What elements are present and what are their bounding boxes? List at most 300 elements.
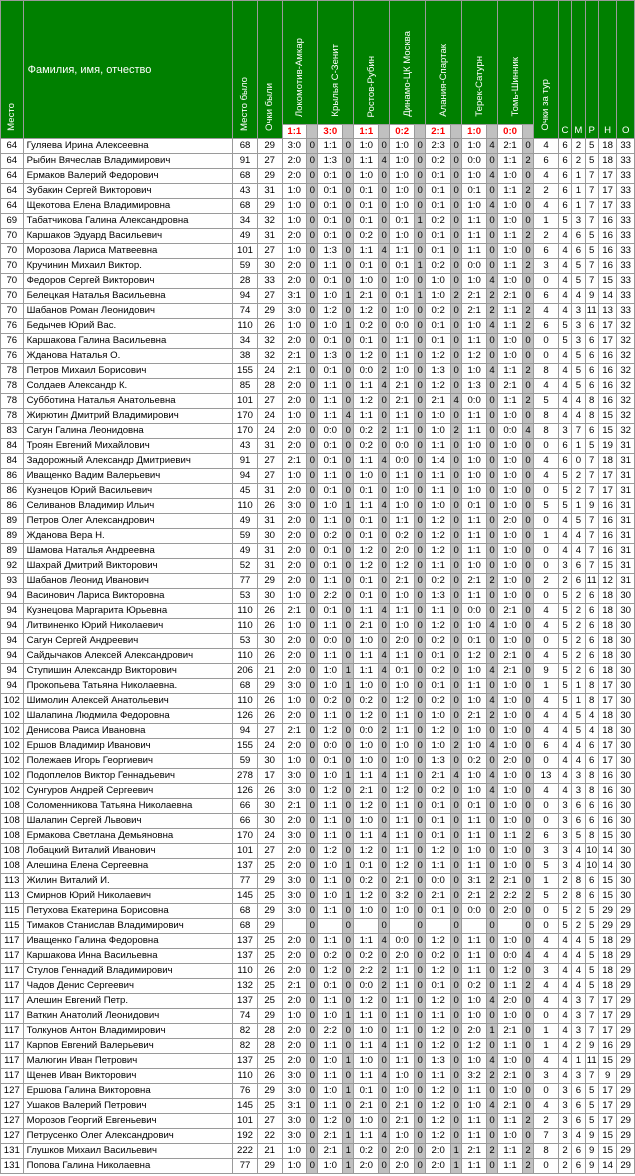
cell-pred-6: 2:1 — [462, 289, 487, 304]
cell-place-was: 110 — [233, 1069, 258, 1084]
cell-points-were: 24 — [257, 424, 282, 439]
cell-pts-7: 0 — [522, 694, 533, 709]
cell-n: 17 — [598, 1099, 616, 1114]
cell-pred-2: 0:0 — [318, 634, 343, 649]
cell-pts-5: 0 — [450, 259, 461, 274]
cell-pred-1: 2:0 — [282, 814, 307, 829]
cell-pred-2: 0:1 — [318, 214, 343, 229]
cell-o: 29 — [617, 1129, 635, 1144]
cell-pts-5: 0 — [450, 499, 461, 514]
cell-pred-6: 2:0 — [462, 1024, 487, 1039]
cell-pts-4: 0 — [415, 349, 426, 364]
cell-pred-3: 1:0 — [354, 1024, 379, 1039]
cell-pts-4: 0 — [415, 1039, 426, 1054]
cell-m: 3 — [572, 1024, 585, 1039]
cell-pred-1: 3:0 — [282, 1069, 307, 1084]
cell-place-was: 53 — [233, 634, 258, 649]
cell-r: 6 — [585, 589, 598, 604]
cell-r: 9 — [585, 1129, 598, 1144]
cell-o: 33 — [617, 139, 635, 154]
cell-name: Литвиненко Юрий Николаевич — [23, 619, 233, 634]
cell-pred-4 — [390, 919, 415, 934]
cell-pts-7: 2 — [522, 979, 533, 994]
cell-points-were: 26 — [257, 619, 282, 634]
cell-pred-1: 2:1 — [282, 364, 307, 379]
cell-pred-4: 1:0 — [390, 904, 415, 919]
cell-n: 9 — [598, 1069, 616, 1084]
cell-pts-3: 0 — [379, 394, 390, 409]
cell-pred-2: 0:2 — [318, 694, 343, 709]
cell-pts-7: 0 — [522, 244, 533, 259]
table-row — [1, 559, 635, 574]
cell-pts-3: 0 — [379, 709, 390, 724]
cell-pts-3: 0 — [379, 439, 390, 454]
table-row — [1, 844, 635, 859]
cell-points-were: 25 — [257, 859, 282, 874]
cell-pts-5: 0 — [450, 454, 461, 469]
cell-place-was: 101 — [233, 1114, 258, 1129]
cell-pred-6: 0:0 — [462, 259, 487, 274]
cell-r: 7 — [585, 184, 598, 199]
cell-pts-4: 0 — [415, 529, 426, 544]
cell-pred-5: 0:1 — [426, 814, 451, 829]
cell-place-was: 49 — [233, 514, 258, 529]
cell-n: 18 — [598, 664, 616, 679]
cell-pred-6: 3:2 — [462, 1069, 487, 1084]
cell-place: 76 — [1, 349, 24, 364]
cell-pts-6: 0 — [486, 679, 497, 694]
table-row — [1, 409, 635, 424]
cell-o: 32 — [617, 319, 635, 334]
cell-place: 102 — [1, 769, 24, 784]
cell-place: 115 — [1, 904, 24, 919]
cell-pts-4: 0 — [415, 739, 426, 754]
table-row — [1, 469, 635, 484]
cell-m: 4 — [572, 409, 585, 424]
cell-pred-5: 1:1 — [426, 604, 451, 619]
cell-pts-7: 2 — [522, 319, 533, 334]
cell-pts-4: 0 — [415, 1054, 426, 1069]
table-row — [1, 289, 635, 304]
cell-pts-3: 0 — [379, 619, 390, 634]
cell-pts-2: 0 — [343, 634, 354, 649]
cell-pred-3: 2:0 — [354, 1159, 379, 1174]
cell-points-tour: 0 — [534, 1009, 559, 1024]
table-row — [1, 544, 635, 559]
cell-pred-2: 1:0 — [318, 499, 343, 514]
cell-n: 16 — [598, 1039, 616, 1054]
cell-points-tour: 0 — [534, 544, 559, 559]
cell-pts-4: 0 — [415, 364, 426, 379]
cell-n: 18 — [598, 649, 616, 664]
cell-pts-1: 0 — [307, 214, 318, 229]
cell-r: 6 — [585, 874, 598, 889]
cell-s: 2 — [558, 874, 571, 889]
cell-pts-5: 0 — [450, 1009, 461, 1024]
table-row — [1, 304, 635, 319]
cell-pts-4: 0 — [415, 1009, 426, 1024]
cell-pts-3: 2 — [379, 724, 390, 739]
cell-pred-6: 1:1 — [462, 1129, 487, 1144]
cell-pred-2: 1:3 — [318, 154, 343, 169]
cell-pts-5: 0 — [450, 574, 461, 589]
cell-pts-4: 0 — [415, 859, 426, 874]
cell-pts-7: 0 — [522, 724, 533, 739]
cell-place: 64 — [1, 199, 24, 214]
cell-place: 70 — [1, 244, 24, 259]
cell-name: Сайдычаков Алексей Александрович — [23, 649, 233, 664]
cell-pts-6: 0 — [486, 409, 497, 424]
cell-pred-6: 2:1 — [462, 1144, 487, 1159]
cell-pred-3: 0:2 — [354, 424, 379, 439]
cell-place: 108 — [1, 859, 24, 874]
cell-pts-7: 0 — [522, 1099, 533, 1114]
cell-points-were: 29 — [257, 304, 282, 319]
cell-pred-5: 0:1 — [426, 244, 451, 259]
cell-pred-5: 2:0 — [426, 1159, 451, 1174]
cell-pred-7: 1:0 — [498, 244, 523, 259]
cell-points-were: 27 — [257, 724, 282, 739]
cell-r: 7 — [585, 274, 598, 289]
cell-points-tour: 4 — [534, 619, 559, 634]
cell-m: 0 — [572, 454, 585, 469]
cell-pts-5: 1 — [450, 1159, 461, 1174]
cell-place: 94 — [1, 604, 24, 619]
cell-n: 18 — [598, 964, 616, 979]
cell-place-was: 132 — [233, 979, 258, 994]
cell-o: 29 — [617, 949, 635, 964]
cell-pred-3: 0:2 — [354, 319, 379, 334]
cell-pts-5: 4 — [450, 394, 461, 409]
cell-s: 4 — [558, 724, 571, 739]
cell-pred-3: 0:2 — [354, 229, 379, 244]
cell-pts-4: 0 — [415, 274, 426, 289]
cell-name: Ершова Галина Викторовна — [23, 1084, 233, 1099]
cell-pts-1: 0 — [307, 379, 318, 394]
cell-place-was: 85 — [233, 379, 258, 394]
cell-s: 3 — [558, 424, 571, 439]
cell-pts-7: 2 — [522, 229, 533, 244]
table-row — [1, 1144, 635, 1159]
cell-pts-5: 0 — [450, 1099, 461, 1114]
cell-pts-1: 0 — [307, 1144, 318, 1159]
cell-pred-3: 1:1 — [354, 454, 379, 469]
cell-name: Рыбин Вячеслав Владимирович — [23, 154, 233, 169]
cell-points-tour: 3 — [534, 1069, 559, 1084]
cell-points-were: 24 — [257, 829, 282, 844]
cell-pred-4: 1:1 — [390, 409, 415, 424]
cell-n: 15 — [598, 1054, 616, 1069]
cell-pred-4: 2:0 — [390, 1159, 415, 1174]
cell-place: 127 — [1, 1099, 24, 1114]
cell-pred-1: 2:0 — [282, 574, 307, 589]
cell-pts-6: 0 — [486, 1159, 497, 1174]
cell-pts-5: 0 — [450, 409, 461, 424]
cell-pts-2: 0 — [343, 694, 354, 709]
cell-place-was: 170 — [233, 409, 258, 424]
cell-s: 4 — [558, 1009, 571, 1024]
cell-pred-4: 1:1 — [390, 1009, 415, 1024]
cell-pred-2: 1:1 — [318, 649, 343, 664]
cell-pts-1: 0 — [307, 349, 318, 364]
cell-pred-3: 0:2 — [354, 694, 379, 709]
cell-pred-7: 1:1 — [498, 154, 523, 169]
cell-n: 18 — [598, 979, 616, 994]
cell-pts-2: 0 — [343, 784, 354, 799]
cell-place-was: 222 — [233, 1144, 258, 1159]
cell-m: 5 — [572, 724, 585, 739]
cell-pred-3: 1:1 — [354, 499, 379, 514]
cell-pred-4: 1:0 — [390, 739, 415, 754]
cell-pred-6: 1:1 — [462, 949, 487, 964]
cell-pred-7: 1:0 — [498, 274, 523, 289]
cell-pts-2: 0 — [343, 214, 354, 229]
cell-name: Федоров Сергей Викторович — [23, 274, 233, 289]
cell-n: 17 — [598, 169, 616, 184]
cell-pred-5: 1:2 — [426, 1039, 451, 1054]
cell-pred-2: 0:2 — [318, 529, 343, 544]
cell-place-was: 94 — [233, 724, 258, 739]
cell-pts-6: 0 — [486, 1114, 497, 1129]
cell-place: 89 — [1, 529, 24, 544]
cell-m: 6 — [572, 1144, 585, 1159]
cell-m: 3 — [572, 214, 585, 229]
cell-pts-4: 0 — [415, 949, 426, 964]
cell-o: 29 — [617, 1084, 635, 1099]
cell-points-tour: 1 — [534, 874, 559, 889]
cell-n: 29 — [598, 904, 616, 919]
cell-pred-2: 0:1 — [318, 754, 343, 769]
cell-pts-4: 0 — [415, 619, 426, 634]
cell-pts-4: 0 — [415, 964, 426, 979]
cell-pts-2: 0 — [343, 514, 354, 529]
cell-pred-7: 1:1 — [498, 319, 523, 334]
cell-points-tour: 4 — [534, 469, 559, 484]
table-row — [1, 529, 635, 544]
cell-o: 31 — [617, 574, 635, 589]
cell-place-was: 52 — [233, 559, 258, 574]
cell-n: 17 — [598, 319, 616, 334]
cell-o: 29 — [617, 1144, 635, 1159]
cell-place: 69 — [1, 214, 24, 229]
cell-points-were: 28 — [257, 1024, 282, 1039]
cell-pts-1: 0 — [307, 169, 318, 184]
header-match-2: Крылья С-Зенит — [318, 1, 354, 125]
cell-r: 5 — [585, 934, 598, 949]
cell-pts-4: 0 — [415, 829, 426, 844]
cell-o: 32 — [617, 409, 635, 424]
header-match-3: Ростов-Рубин — [354, 1, 390, 125]
cell-pts-6: 0 — [486, 604, 497, 619]
cell-s: 4 — [558, 934, 571, 949]
cell-pred-4: 1:1 — [390, 844, 415, 859]
cell-pts-2: 0 — [343, 274, 354, 289]
cell-pred-6: 1:0 — [462, 619, 487, 634]
cell-pts-7: 0 — [522, 604, 533, 619]
cell-pred-4: 1:1 — [390, 334, 415, 349]
cell-points-tour: 6 — [534, 739, 559, 754]
cell-n: 17 — [598, 679, 616, 694]
cell-pred-6: 1:0 — [462, 364, 487, 379]
cell-points-were: 27 — [257, 154, 282, 169]
cell-r: 6 — [585, 754, 598, 769]
cell-pts-6: 0 — [486, 334, 497, 349]
cell-s: 5 — [558, 679, 571, 694]
cell-pred-5: 0:1 — [426, 649, 451, 664]
cell-o: 30 — [617, 604, 635, 619]
cell-name: Троян Евгений Михайлович — [23, 439, 233, 454]
cell-pred-4: 1:0 — [390, 499, 415, 514]
cell-place-was: 170 — [233, 829, 258, 844]
cell-pred-7: 1:0 — [498, 799, 523, 814]
cell-n: 17 — [598, 994, 616, 1009]
cell-pred-7: 1:0 — [498, 814, 523, 829]
table-row — [1, 199, 635, 214]
cell-r: 8 — [585, 694, 598, 709]
cell-r: 9 — [585, 1039, 598, 1054]
cell-pts-5: 0 — [450, 649, 461, 664]
cell-pts-1: 0 — [307, 709, 318, 724]
cell-o: 30 — [617, 679, 635, 694]
cell-place-was: 126 — [233, 784, 258, 799]
cell-pred-7: 1:0 — [498, 214, 523, 229]
cell-pts-3: 0 — [379, 739, 390, 754]
actual-score: 1:1 — [282, 125, 307, 139]
cell-place-was: 137 — [233, 934, 258, 949]
cell-r: 6 — [585, 634, 598, 649]
cell-pred-1: 2:0 — [282, 544, 307, 559]
table-row — [1, 934, 635, 949]
cell-n: 16 — [598, 379, 616, 394]
cell-pts-6: 2 — [486, 709, 497, 724]
cell-pred-3: 1:1 — [354, 769, 379, 784]
cell-n: 18 — [598, 604, 616, 619]
cell-pts-2: 0 — [343, 364, 354, 379]
cell-pts-3: 0 — [379, 1099, 390, 1114]
cell-s: 2 — [558, 1159, 571, 1174]
cell-pred-3: 0:0 — [354, 364, 379, 379]
cell-r: 6 — [585, 619, 598, 634]
table-row — [1, 139, 635, 154]
cell-pts-2: 0 — [343, 709, 354, 724]
cell-o: 33 — [617, 199, 635, 214]
cell-name: Денисова Раиса Ивановна — [23, 724, 233, 739]
cell-place-was: 45 — [233, 484, 258, 499]
cell-n: 16 — [598, 769, 616, 784]
cell-pred-1: 1:0 — [282, 1009, 307, 1024]
cell-s: 4 — [558, 964, 571, 979]
cell-pred-7: 1:0 — [498, 559, 523, 574]
cell-m: 3 — [572, 304, 585, 319]
cell-pred-5: 1:0 — [426, 424, 451, 439]
cell-s: 5 — [558, 664, 571, 679]
cell-pred-3: 1:2 — [354, 304, 379, 319]
cell-pred-4: 2:1 — [390, 1114, 415, 1129]
cell-pred-2: 1:2 — [318, 964, 343, 979]
cell-r: 10 — [585, 859, 598, 874]
cell-s: 5 — [558, 499, 571, 514]
cell-pred-7: 1:0 — [498, 679, 523, 694]
cell-n: 17 — [598, 739, 616, 754]
cell-pred-4: 0:1 — [390, 214, 415, 229]
cell-points-tour: 8 — [534, 364, 559, 379]
cell-o: 32 — [617, 394, 635, 409]
cell-pts-5: 0 — [450, 1069, 461, 1084]
cell-pts-7: 0 — [522, 904, 533, 919]
cell-pts-2: 0 — [343, 439, 354, 454]
cell-m: 5 — [572, 364, 585, 379]
cell-pred-1: 3:0 — [282, 904, 307, 919]
table-row — [1, 634, 635, 649]
cell-pts-5: 0 — [450, 874, 461, 889]
cell-pts-1: 0 — [307, 589, 318, 604]
cell-points-were: 27 — [257, 1114, 282, 1129]
cell-points-tour: 5 — [534, 394, 559, 409]
cell-name: Каршакова Галина Васильевна — [23, 334, 233, 349]
cell-pred-6: 0:0 — [462, 154, 487, 169]
cell-name: Сунгуров Андрей Сергеевич — [23, 784, 233, 799]
table-row — [1, 664, 635, 679]
cell-pred-5: 1:1 — [426, 1069, 451, 1084]
cell-place-was: 68 — [233, 199, 258, 214]
cell-points-were: 29 — [257, 169, 282, 184]
cell-pred-5: 1:0 — [426, 274, 451, 289]
cell-points-tour: 5 — [534, 499, 559, 514]
cell-pts-5: 0 — [450, 379, 461, 394]
cell-pred-4: 1:0 — [390, 1084, 415, 1099]
cell-pts-1: 0 — [307, 1069, 318, 1084]
cell-n: 16 — [598, 814, 616, 829]
cell-name: Кузнецов Юрий Васильевич — [23, 484, 233, 499]
cell-m: 4 — [572, 844, 585, 859]
cell-pts-3: 4 — [379, 829, 390, 844]
cell-pts-4: 1 — [415, 289, 426, 304]
cell-o: 29 — [617, 979, 635, 994]
cell-o: 30 — [617, 619, 635, 634]
cell-s: 2 — [558, 574, 571, 589]
cell-pred-7: 1:1 — [498, 259, 523, 274]
table-row — [1, 694, 635, 709]
cell-pts-7: 2 — [522, 1144, 533, 1159]
cell-pts-7: 2 — [522, 184, 533, 199]
cell-m: 1 — [572, 169, 585, 184]
cell-pts-1: 0 — [307, 559, 318, 574]
cell-points-were: 30 — [257, 634, 282, 649]
cell-pts-6: 0 — [486, 214, 497, 229]
cell-name: Иващенко Вадим Валерьевич — [23, 469, 233, 484]
cell-pts-6: 0 — [486, 859, 497, 874]
cell-pts-7: 0 — [522, 214, 533, 229]
cell-pred-1: 1:0 — [282, 754, 307, 769]
cell-name: Ермакова Светлана Демьяновна — [23, 829, 233, 844]
cell-pred-1: 2:0 — [282, 994, 307, 1009]
actual-score: 2:1 — [426, 125, 451, 139]
cell-pts-4: 0 — [415, 1069, 426, 1084]
cell-pred-7: 0:0 — [498, 949, 523, 964]
table-row — [1, 619, 635, 634]
cell-pts-3: 0 — [379, 634, 390, 649]
cell-pred-5: 0:1 — [426, 319, 451, 334]
cell-points-were: 31 — [257, 514, 282, 529]
cell-m: 4 — [572, 544, 585, 559]
cell-place: 117 — [1, 1039, 24, 1054]
cell-pred-2: 1:1 — [318, 874, 343, 889]
cell-n: 15 — [598, 1144, 616, 1159]
cell-pred-4: 2:0 — [390, 634, 415, 649]
cell-pts-5: 4 — [450, 769, 461, 784]
cell-pred-2: 1:1 — [318, 1069, 343, 1084]
cell-pts-4: 0 — [415, 1159, 426, 1174]
